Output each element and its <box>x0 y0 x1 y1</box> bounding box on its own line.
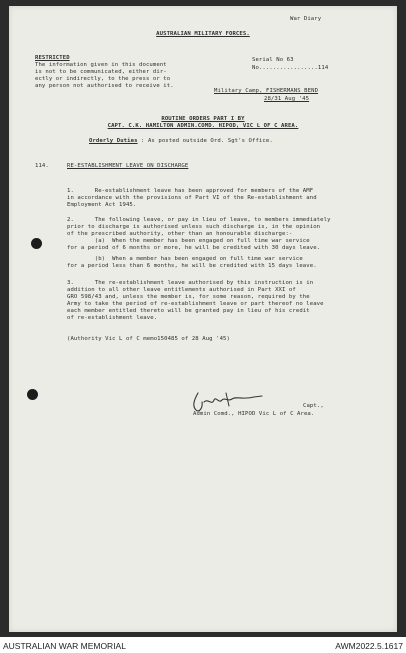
accession-number: AWM2022.5.1617 <box>335 641 403 651</box>
authority-reference: (Authority Vic L of C memo150485 of 28 Aug '45) <box>67 336 230 342</box>
paragraph-3-line: each member entitled thereto will be granted pay in lieu of his credit <box>67 308 310 314</box>
location: Military Camp, FISHERMANS BEND <box>214 88 319 94</box>
serial-number: Serial No 63 <box>252 57 294 63</box>
item-number: 114. <box>35 163 49 169</box>
restricted-line: is not to be communicated, either dir- <box>35 69 167 75</box>
document-page <box>9 6 397 632</box>
paragraph-2-line: 2. The following leave, or pay in lieu of leave, to members immediately <box>67 217 331 223</box>
punch-hole <box>27 389 38 400</box>
paragraph-3-line: Army to take the period of re-establishment leave or part thereof no leave <box>67 301 324 307</box>
institution-name: AUSTRALIAN WAR MEMORIAL <box>3 641 126 651</box>
paragraph-3-line: 3. The re-establishment leave authorised by this instruction is in <box>67 280 314 286</box>
paragraph-1-line: in accordance with the provisions of Part VI of the Re-establishment and <box>67 195 317 201</box>
paragraph-1-line: Employment Act 1945. <box>67 202 137 208</box>
archive-footer <box>0 637 406 653</box>
orders-title: ROUTINE ORDERS PART I BY <box>161 116 245 122</box>
paragraph-2-line: for a period of 6 months or more, he will be credited with 30 days leave. <box>67 245 321 251</box>
order-date: 28/31 Aug '45 <box>264 96 310 102</box>
restricted-line: ectly or indirectly, to the press or to <box>35 76 171 82</box>
restricted-line: any person not authorised to receive it. <box>35 83 174 89</box>
restricted-heading: RESTRICTED <box>35 55 70 61</box>
war-diary-label: War Diary <box>290 16 322 22</box>
paragraph-2-line: (a) When the member has been engaged on full time war service <box>67 238 310 244</box>
restricted-line: The information given in this document <box>35 62 167 68</box>
punch-hole <box>31 238 42 249</box>
orders-issued-by: CAPT. C.K. HAMILTON ADMIN.COMD. HIPOD, VIC L OF C AREA. <box>107 123 299 129</box>
paragraph-3-line: of re-establishment leave. <box>67 315 158 321</box>
paragraph-3-line: addition to all other leave entitlements authorised in Part XXI of <box>67 287 296 293</box>
unit-title: AUSTRALIAN MILITARY FORCES. <box>156 31 250 37</box>
signature-title: Admin Comd., HIPOD Vic L of C Area. <box>193 411 315 417</box>
paragraph-2-line: of the prescribed authority, other than an honourable discharge:- <box>67 231 293 237</box>
item-heading: RE-ESTABLISHMENT LEAVE ON DISCHARGE <box>67 163 189 169</box>
orderly-duties-text: : As posted outside Ord. Sgt's Office. <box>141 138 273 144</box>
paragraph-3-line: GRO 598/43 and, unless the member is, for some reason, required by the <box>67 294 310 300</box>
orderly-duties-label: Orderly Duties <box>89 138 138 144</box>
paragraph-2-line: (b) When a member has been engaged on full time war service <box>67 256 303 262</box>
signature-rank: Capt., <box>303 403 324 409</box>
order-number: No.................114 <box>252 65 329 71</box>
paragraph-2-line: for a period less than 6 months, he will be credited with 15 days leave. <box>67 263 317 269</box>
orderly-duties <box>89 138 273 145</box>
paragraph-2-line: prior to discharge is authorised unless such discharge is, in the opinion <box>67 224 321 230</box>
paragraph-1-line: 1. Re-establishment leave has been approved for members of the AMF <box>67 188 314 194</box>
